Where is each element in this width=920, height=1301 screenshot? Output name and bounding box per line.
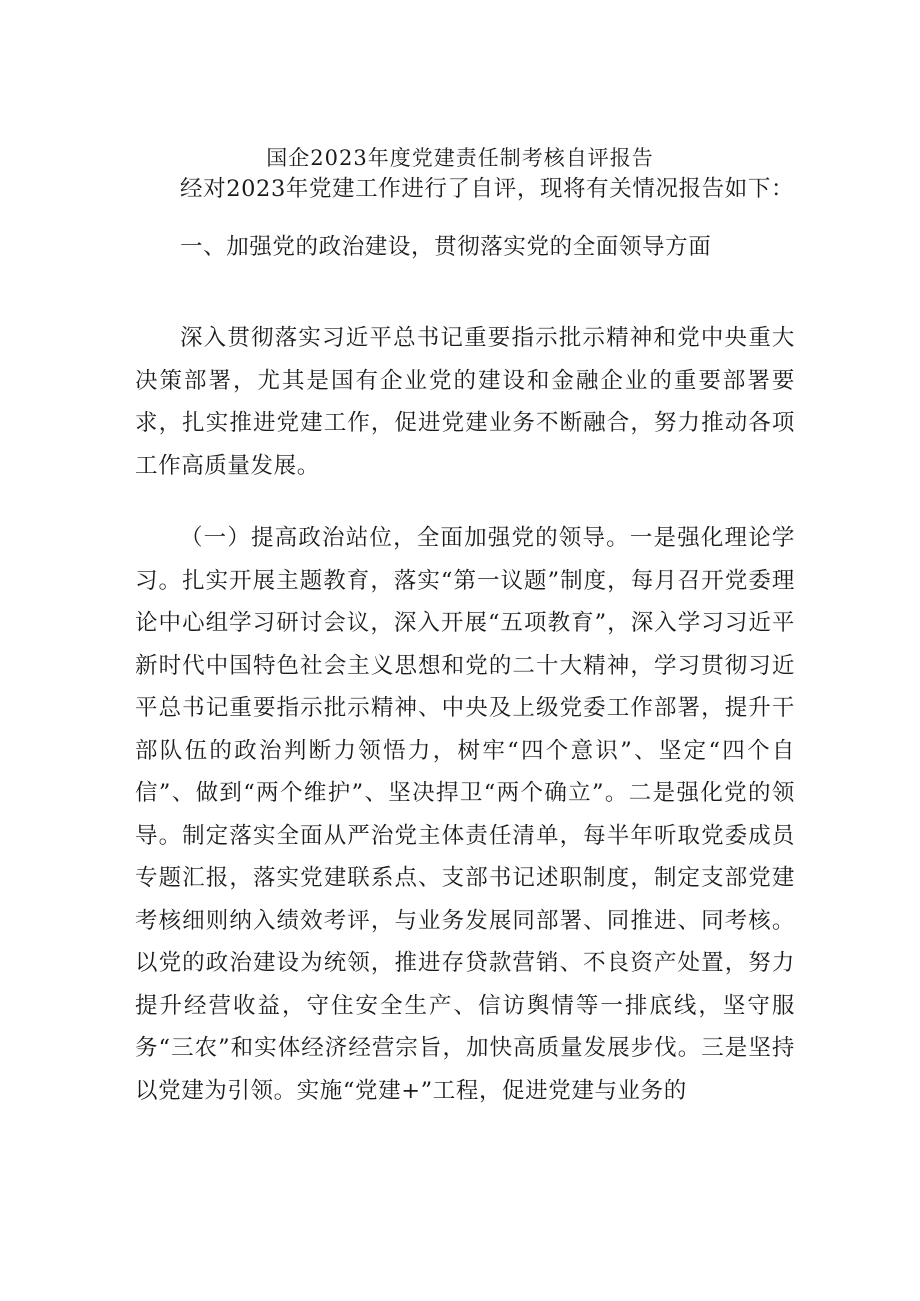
body-paragraph-1: 深入贯彻落实习近平总书记重要指示批示精神和党中央重大决策部署，尤其是国有企业党的建设和金融企业的重要部署要求，扎实推进党建工作，促进党建业务不断融合，努力推动各项工作高质量发展。 xyxy=(135,325,795,479)
section-heading-1: 一、加强党的政治建设，贯彻落实党的全面领导方面 xyxy=(180,234,712,260)
intro-paragraph: 经对2023年党建工作进行了自评，现将有关情况报告如下： xyxy=(180,176,795,202)
document-title: 国企2023年度党建责任制考核自评报告 xyxy=(266,146,654,170)
body-paragraph-2: （一）提高政治站位，全面加强党的领导。一是强化理论学习。扎实开展主题教育，落实“第一议题”制度，每月召开党委理论中心组学习研讨会议，深入开展“五项教育”，深入学习习近平新时代中国特色社会主义思想和党的二十大精神，学习贯彻习近平总书记重要指示批示精神、中央及上级党委工作部署，提升干部队伍的政治判断力领悟力，树牢“四个意识”、坚定“四个自信”、做到“两个维护”、坚决捍卫“两个确立”。二是强化党的领导。制定落实全面从严治党主体责任清单，每半年听取党委成员专题汇报，落实党建联系点、支部书记述职制度，制定支部党建考核细则纳入绩效考评，与业务发展同部署、同推进、同考核。以党的政治建设为统领，推进存贷款营销、不良资产处置，努力提升经营收益，守住安全生产、信访舆情等一排底线，坚守服务“三农”和实体经济经营宗旨，加快高质量发展步伐。三是坚持以党建为引领。实施“党建+”工程，促进党建与业务的 xyxy=(135,525,795,1104)
